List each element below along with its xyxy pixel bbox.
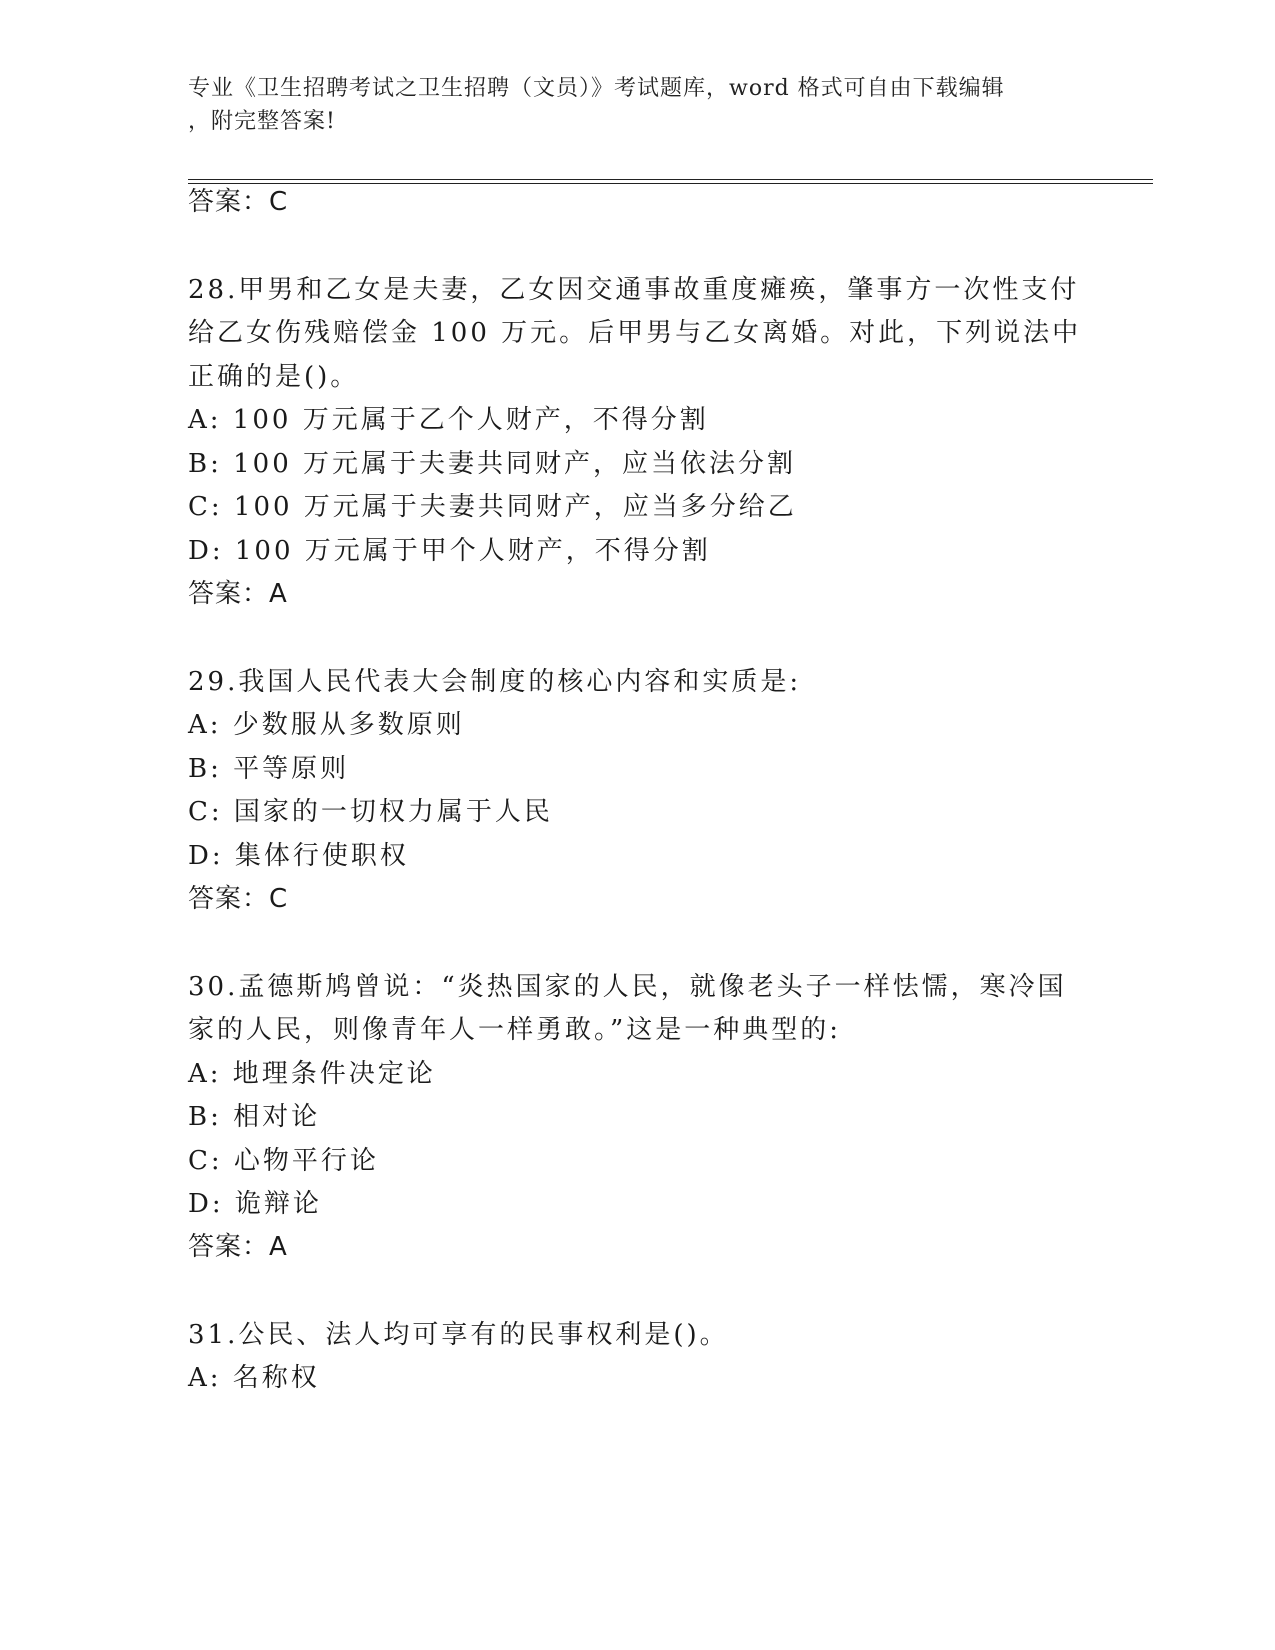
question-29-option-d: D: 集体行使职权	[188, 841, 409, 871]
question-31-option-a: A: 名称权	[188, 1363, 320, 1393]
header-rule-top	[188, 179, 1153, 180]
header-line-2: ，附完整答案!	[188, 109, 336, 134]
question-28-option-b: B: 100 万元属于夫妻共同财产，应当依法分割	[188, 449, 797, 479]
question-30-option-d: D: 诡辩论	[188, 1189, 322, 1219]
answer-28: 答案：A	[188, 579, 288, 609]
header-rule-bottom	[188, 183, 1153, 184]
answer-27: 答案：C	[188, 187, 289, 217]
header-line-1: 专业《卫生招聘考试之卫生招聘（文员）》考试题库，word 格式可自由下载编辑	[188, 76, 1005, 101]
question-28-option-d: D: 100 万元属于甲个人财产，不得分割	[188, 536, 711, 566]
question-29-option-b: B: 平等原则	[188, 754, 350, 784]
question-28-stem-3: 正确的是()。	[188, 362, 360, 392]
question-30-option-c: C: 心物平行论	[188, 1146, 379, 1176]
answer-30: 答案：A	[188, 1232, 288, 1262]
document-header	[188, 72, 1088, 138]
question-28-stem-1: 28.甲男和乙女是夫妻，乙女因交通事故重度瘫痪，肇事方一次性支付	[188, 275, 1080, 305]
question-30-stem-2: 家的人民，则像青年人一样勇敢。”这是一种典型的:	[188, 1015, 842, 1045]
question-28-option-c: C: 100 万元属于夫妻共同财产，应当多分给乙	[188, 492, 797, 522]
question-30-option-b: B: 相对论	[188, 1102, 321, 1132]
question-30-option-a: A: 地理条件决定论	[188, 1059, 436, 1089]
question-31-stem-1: 31.公民、法人均可享有的民事权利是()。	[188, 1320, 729, 1350]
question-28-option-a: A: 100 万元属于乙个人财产，不得分割	[188, 405, 709, 435]
question-29-option-a: A: 少数服从多数原则	[188, 710, 465, 740]
question-28-stem-2: 给乙女伤残赔偿金 100 万元。后甲男与乙女离婚。对此，下列说法中	[188, 318, 1082, 348]
question-29-option-c: C: 国家的一切权力属于人民	[188, 797, 553, 827]
question-30-stem-1: 30.孟德斯鸠曾说：“炎热国家的人民，就像老头子一样怯懦，寒冷国	[188, 972, 1067, 1002]
question-29-stem-1: 29.我国人民代表大会制度的核心内容和实质是:	[188, 667, 802, 697]
answer-29: 答案：C	[188, 884, 289, 914]
